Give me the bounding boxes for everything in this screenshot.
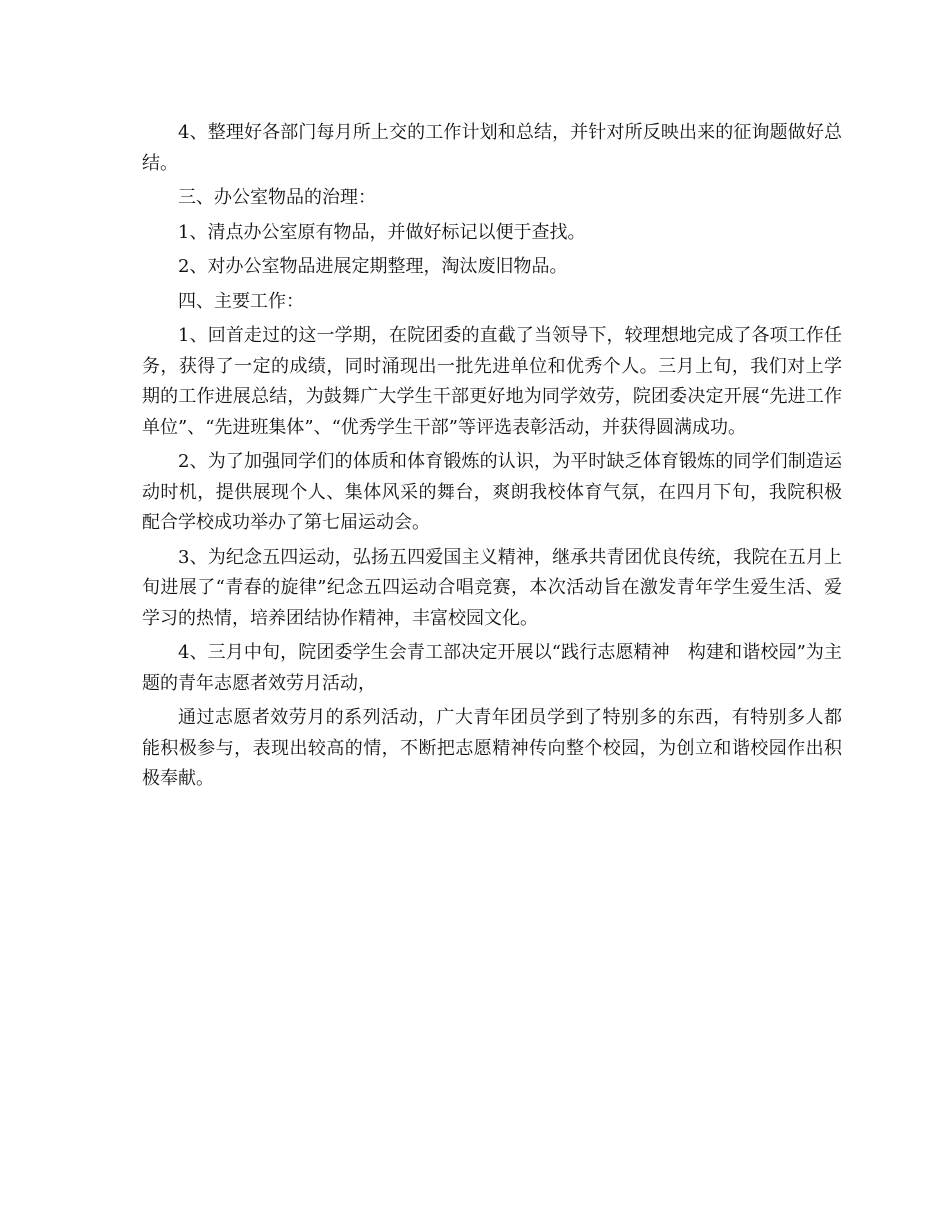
paragraph-work-1: 1、回首走过的这一学期，在院团委的直截了当领导下，较理想地完成了各项工作任务，获得了一定的成绩，同时涌现出一批先进单位和优秀个人。三月上旬，我们对上学期的工作进展总结，为鼓舞广大学生干部更好地为同学效劳，院团委决定开展“先进工作单位”、“先进班集体”、“优秀学生干部”等评选表彰活动，并获得圆满成功。 [142,325,842,438]
paragraph-cleanup: 2、对办公室物品进展定期整理，淘汰废旧物品。 [178,256,568,277]
heading-main-work: 四、主要工作： [178,290,304,312]
paragraph-work-3: 3、为纪念五四运动，弘扬五四爱国主义精神，继承共青团优良传统，我院在五月上旬进展了“青春的旋律”纪念五四运动合唱竞赛，本次活动旨在激发青年学生爱生活、爱学习的热情，培养团结协作精神，丰富校园文化。 [142,546,842,629]
paragraph-work-2: 2、为了加强同学们的体质和体育锻炼的认识，为平时缺乏体育锻炼的同学们制造运动时机，提供展现个人、集体风采的舞台，爽朗我校体育气氛，在四月下旬，我院积极配合学校成功举办了第七届运动会。 [142,451,842,533]
paragraph-volunteer-summary: 通过志愿者效劳月的系列活动，广大青年团员学到了特别多的东西，有特别多人都能积极参与，表现出较高的情，不断把志愿精神传向整个校园，为创立和谐校园作出积极奉献。 [142,707,842,789]
document-body [142,118,842,795]
paragraph-work-4: 4、三月中旬，院团委学生会青工部决定开展以“践行志愿精神 构建和谐校园”为主题的青年志愿者效劳月活动， [142,642,842,694]
paragraph-task-4: 4、整理好各部门每月所上交的工作计划和总结，并针对所反映出来的征询题做好总结。 [142,122,842,174]
paragraph-inventory: 1、清点办公室原有物品，并做好标记以便于查找。 [178,221,586,243]
heading-office-items: 三、办公室物品的治理： [178,187,376,208]
